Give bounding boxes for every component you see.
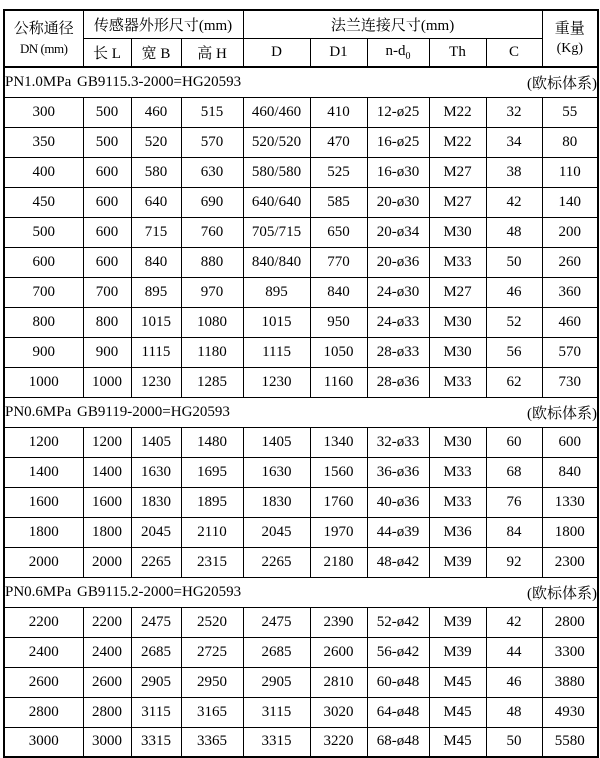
cell-col-7: M30	[429, 307, 486, 337]
cell-col-8: 92	[486, 547, 542, 577]
cell-col-7: M45	[429, 667, 486, 697]
data-row	[4, 547, 598, 577]
col-header-d1: D1	[310, 39, 367, 68]
cell-col-0: 3000	[4, 727, 83, 757]
cell-col-1: 1800	[83, 517, 131, 547]
cell-col-7: M45	[429, 697, 486, 727]
cell-col-8: 46	[486, 277, 542, 307]
cell-col-3: 630	[181, 157, 243, 187]
cell-col-8: 42	[486, 187, 542, 217]
cell-col-3: 760	[181, 217, 243, 247]
cell-col-2: 2045	[131, 517, 181, 547]
cell-col-6: 24-ø30	[367, 277, 429, 307]
cell-col-1: 800	[83, 307, 131, 337]
data-row	[4, 187, 598, 217]
cell-col-1: 2000	[83, 547, 131, 577]
col-header-nominal-diameter	[4, 10, 83, 67]
cell-col-1: 1000	[83, 367, 131, 397]
spec-table-frame	[3, 9, 599, 758]
cell-col-8: 84	[486, 517, 542, 547]
cell-col-7: M39	[429, 547, 486, 577]
dimension-spec-table	[3, 9, 599, 758]
cell-col-4: 705/715	[243, 217, 310, 247]
cell-col-4: 1830	[243, 487, 310, 517]
cell-col-1: 700	[83, 277, 131, 307]
cell-col-2: 640	[131, 187, 181, 217]
col-header-weight	[542, 10, 598, 67]
data-row	[4, 427, 598, 457]
cell-col-5: 410	[310, 97, 367, 127]
cell-col-6: 52-ø42	[367, 607, 429, 637]
section-header-cell	[4, 397, 598, 427]
cell-col-5: 840	[310, 277, 367, 307]
cell-col-6: 28-ø36	[367, 367, 429, 397]
cell-col-9: 570	[542, 337, 598, 367]
cell-col-7: M27	[429, 157, 486, 187]
cell-col-3: 2725	[181, 637, 243, 667]
standard-system-note: (欧标体系)	[527, 405, 598, 422]
cell-col-5: 585	[310, 187, 367, 217]
cell-col-6: 16-ø30	[367, 157, 429, 187]
pressure-rating-label: PN0.6MPa	[5, 583, 72, 600]
cell-col-9: 55	[542, 97, 598, 127]
cell-col-6: 20-ø34	[367, 217, 429, 247]
cell-col-5: 3220	[310, 727, 367, 757]
cell-col-8: 32	[486, 97, 542, 127]
cell-col-1: 2800	[83, 697, 131, 727]
cell-col-8: 50	[486, 247, 542, 277]
cell-col-7: M27	[429, 277, 486, 307]
cell-col-2: 1230	[131, 367, 181, 397]
cell-col-1: 500	[83, 127, 131, 157]
cell-col-4: 1230	[243, 367, 310, 397]
cell-col-5: 1760	[310, 487, 367, 517]
cell-col-8: 62	[486, 367, 542, 397]
section-header-cell	[4, 67, 598, 97]
cell-col-5: 525	[310, 157, 367, 187]
cell-col-9: 730	[542, 367, 598, 397]
cell-col-6: 16-ø25	[367, 127, 429, 157]
cell-col-0: 450	[4, 187, 83, 217]
cell-col-3: 880	[181, 247, 243, 277]
data-row	[4, 517, 598, 547]
cell-col-2: 3315	[131, 727, 181, 757]
cell-col-9: 200	[542, 217, 598, 247]
cell-col-0: 1000	[4, 367, 83, 397]
cell-col-2: 2265	[131, 547, 181, 577]
cell-col-9: 110	[542, 157, 598, 187]
cell-col-4: 1115	[243, 337, 310, 367]
weight-unit: (Kg)	[556, 41, 584, 57]
cell-col-4: 2265	[243, 547, 310, 577]
cell-col-0: 500	[4, 217, 83, 247]
cell-col-8: 44	[486, 637, 542, 667]
cell-col-1: 600	[83, 247, 131, 277]
cell-col-0: 2200	[4, 607, 83, 637]
header-group-row	[4, 10, 598, 39]
cell-col-4: 895	[243, 277, 310, 307]
cell-col-4: 520/520	[243, 127, 310, 157]
cell-col-1: 2200	[83, 607, 131, 637]
cell-col-2: 1115	[131, 337, 181, 367]
cell-col-0: 2400	[4, 637, 83, 667]
section-header-row	[4, 577, 598, 607]
cell-col-5: 1050	[310, 337, 367, 367]
header-sub-row	[4, 39, 598, 68]
cell-col-2: 1830	[131, 487, 181, 517]
cell-col-4: 1630	[243, 457, 310, 487]
cell-col-6: 44-ø39	[367, 517, 429, 547]
cell-col-3: 3365	[181, 727, 243, 757]
cell-col-0: 1800	[4, 517, 83, 547]
cell-col-0: 400	[4, 157, 83, 187]
cell-col-3: 1080	[181, 307, 243, 337]
standard-code-label: GB9119-2000=HG20593	[77, 403, 230, 420]
cell-col-1: 600	[83, 157, 131, 187]
cell-col-3: 570	[181, 127, 243, 157]
cell-col-9: 2300	[542, 547, 598, 577]
cell-col-0: 1200	[4, 427, 83, 457]
cell-col-8: 56	[486, 337, 542, 367]
cell-col-1: 2600	[83, 667, 131, 697]
cell-col-5: 3020	[310, 697, 367, 727]
cell-col-3: 1285	[181, 367, 243, 397]
col-header-length: 长 L	[83, 39, 131, 68]
cell-col-3: 2110	[181, 517, 243, 547]
cell-col-6: 20-ø30	[367, 187, 429, 217]
col-header-d: D	[243, 39, 310, 68]
cell-col-2: 2475	[131, 607, 181, 637]
cell-col-7: M30	[429, 337, 486, 367]
cell-col-0: 2000	[4, 547, 83, 577]
cell-col-1: 3000	[83, 727, 131, 757]
cell-col-7: M39	[429, 607, 486, 637]
data-row	[4, 637, 598, 667]
col-header-th: Th	[429, 39, 486, 68]
cell-col-1: 600	[83, 187, 131, 217]
table-body	[4, 67, 598, 757]
cell-col-8: 46	[486, 667, 542, 697]
cell-col-9: 360	[542, 277, 598, 307]
cell-col-8: 52	[486, 307, 542, 337]
cell-col-0: 2800	[4, 697, 83, 727]
cell-col-6: 60-ø48	[367, 667, 429, 697]
pressure-rating-label: PN1.0MPa	[5, 73, 72, 90]
pressure-rating-label: PN0.6MPa	[5, 403, 72, 420]
cell-col-8: 42	[486, 607, 542, 637]
standard-system-note: (欧标体系)	[527, 585, 598, 602]
cell-col-3: 1695	[181, 457, 243, 487]
cell-col-6: 64-ø48	[367, 697, 429, 727]
cell-col-3: 1895	[181, 487, 243, 517]
standard-code-label: GB9115.3-2000=HG20593	[77, 73, 242, 90]
data-row	[4, 157, 598, 187]
cell-col-7: M27	[429, 187, 486, 217]
cell-col-0: 2600	[4, 667, 83, 697]
cell-col-1: 1200	[83, 427, 131, 457]
section-header-row	[4, 67, 598, 97]
data-row	[4, 457, 598, 487]
cell-col-5: 2810	[310, 667, 367, 697]
cell-col-2: 715	[131, 217, 181, 247]
cell-col-3: 970	[181, 277, 243, 307]
cell-col-6: 48-ø42	[367, 547, 429, 577]
cell-col-2: 840	[131, 247, 181, 277]
cell-col-5: 770	[310, 247, 367, 277]
cell-col-8: 38	[486, 157, 542, 187]
cell-col-8: 76	[486, 487, 542, 517]
cell-col-1: 1400	[83, 457, 131, 487]
cell-col-4: 2905	[243, 667, 310, 697]
cell-col-9: 5580	[542, 727, 598, 757]
cell-col-3: 515	[181, 97, 243, 127]
cell-col-4: 640/640	[243, 187, 310, 217]
cell-col-7: M33	[429, 367, 486, 397]
cell-col-9: 1330	[542, 487, 598, 517]
cell-col-6: 24-ø33	[367, 307, 429, 337]
data-row	[4, 127, 598, 157]
cell-col-4: 3115	[243, 697, 310, 727]
cell-col-3: 3165	[181, 697, 243, 727]
data-row	[4, 697, 598, 727]
col-group-flange-dimensions: 法兰连接尺寸(mm)	[243, 10, 542, 39]
cell-col-2: 460	[131, 97, 181, 127]
cell-col-8: 34	[486, 127, 542, 157]
cell-col-3: 2520	[181, 607, 243, 637]
cell-col-7: M45	[429, 727, 486, 757]
cell-col-9: 1800	[542, 517, 598, 547]
cell-col-4: 3315	[243, 727, 310, 757]
standard-system-note: (欧标体系)	[527, 75, 598, 92]
cell-col-5: 2180	[310, 547, 367, 577]
cell-col-1: 500	[83, 97, 131, 127]
table-header	[4, 10, 598, 67]
cell-col-8: 48	[486, 217, 542, 247]
cell-col-2: 1405	[131, 427, 181, 457]
col-group-sensor-dimensions: 传感器外形尺寸(mm)	[83, 10, 243, 39]
cell-col-7: M33	[429, 247, 486, 277]
cell-col-5: 1970	[310, 517, 367, 547]
cell-col-8: 68	[486, 457, 542, 487]
cell-col-4: 460/460	[243, 97, 310, 127]
cell-col-4: 580/580	[243, 157, 310, 187]
cell-col-0: 700	[4, 277, 83, 307]
data-row	[4, 217, 598, 247]
data-row	[4, 337, 598, 367]
col-header-height: 高 H	[181, 39, 243, 68]
cell-col-3: 1180	[181, 337, 243, 367]
cell-col-2: 3115	[131, 697, 181, 727]
data-row	[4, 367, 598, 397]
cell-col-5: 650	[310, 217, 367, 247]
cell-col-1: 1600	[83, 487, 131, 517]
nominal-diameter-unit: DN (mm)	[20, 40, 68, 56]
cell-col-7: M33	[429, 487, 486, 517]
cell-col-7: M33	[429, 457, 486, 487]
cell-col-2: 895	[131, 277, 181, 307]
cell-col-6: 36-ø36	[367, 457, 429, 487]
cell-col-2: 520	[131, 127, 181, 157]
cell-col-4: 2685	[243, 637, 310, 667]
cell-col-3: 2950	[181, 667, 243, 697]
col-header-width: 宽 B	[131, 39, 181, 68]
cell-col-3: 690	[181, 187, 243, 217]
cell-col-0: 800	[4, 307, 83, 337]
cell-col-6: 12-ø25	[367, 97, 429, 127]
cell-col-6: 28-ø33	[367, 337, 429, 367]
cell-col-2: 2905	[131, 667, 181, 697]
weight-label: 重量	[554, 20, 585, 37]
col-header-c: C	[486, 39, 542, 68]
cell-col-7: M22	[429, 127, 486, 157]
cell-col-5: 950	[310, 307, 367, 337]
cell-col-7: M30	[429, 427, 486, 457]
cell-col-9: 3300	[542, 637, 598, 667]
standard-code-label: GB9115.2-2000=HG20593	[77, 583, 242, 600]
cell-col-9: 3880	[542, 667, 598, 697]
cell-col-6: 56-ø42	[367, 637, 429, 667]
cell-col-9: 2800	[542, 607, 598, 637]
cell-col-1: 900	[83, 337, 131, 367]
cell-col-0: 350	[4, 127, 83, 157]
cell-col-5: 470	[310, 127, 367, 157]
cell-col-4: 2475	[243, 607, 310, 637]
cell-col-0: 1600	[4, 487, 83, 517]
cell-col-3: 1480	[181, 427, 243, 457]
cell-col-8: 50	[486, 727, 542, 757]
data-row	[4, 247, 598, 277]
cell-col-6: 68-ø48	[367, 727, 429, 757]
cell-col-0: 600	[4, 247, 83, 277]
cell-col-9: 80	[542, 127, 598, 157]
cell-col-6: 20-ø36	[367, 247, 429, 277]
cell-col-8: 60	[486, 427, 542, 457]
cell-col-2: 2685	[131, 637, 181, 667]
cell-col-9: 840	[542, 457, 598, 487]
cell-col-9: 260	[542, 247, 598, 277]
section-header-row	[4, 397, 598, 427]
data-row	[4, 307, 598, 337]
cell-col-5: 1160	[310, 367, 367, 397]
cell-col-8: 48	[486, 697, 542, 727]
cell-col-0: 900	[4, 337, 83, 367]
cell-col-9: 460	[542, 307, 598, 337]
cell-col-5: 1340	[310, 427, 367, 457]
cell-col-5: 2600	[310, 637, 367, 667]
cell-col-4: 1405	[243, 427, 310, 457]
cell-col-2: 1630	[131, 457, 181, 487]
cell-col-9: 4930	[542, 697, 598, 727]
cell-col-6: 32-ø33	[367, 427, 429, 457]
cell-col-9: 600	[542, 427, 598, 457]
data-row	[4, 727, 598, 757]
cell-col-5: 1560	[310, 457, 367, 487]
cell-col-2: 1015	[131, 307, 181, 337]
cell-col-4: 840/840	[243, 247, 310, 277]
cell-col-3: 2315	[181, 547, 243, 577]
cell-col-1: 600	[83, 217, 131, 247]
cell-col-4: 1015	[243, 307, 310, 337]
nominal-diameter-label: 公称通径	[13, 21, 74, 38]
cell-col-7: M22	[429, 97, 486, 127]
cell-col-7: M30	[429, 217, 486, 247]
cell-col-1: 2400	[83, 637, 131, 667]
data-row	[4, 487, 598, 517]
cell-col-2: 580	[131, 157, 181, 187]
cell-col-0: 1400	[4, 457, 83, 487]
cell-col-9: 140	[542, 187, 598, 217]
cell-col-7: M36	[429, 517, 486, 547]
section-header-cell	[4, 577, 598, 607]
cell-col-0: 300	[4, 97, 83, 127]
data-row	[4, 277, 598, 307]
data-row	[4, 607, 598, 637]
col-header-n-d0: $n-d_0$	[367, 39, 429, 68]
cell-col-6: 40-ø36	[367, 487, 429, 517]
data-row	[4, 667, 598, 697]
data-row	[4, 97, 598, 127]
cell-col-5: 2390	[310, 607, 367, 637]
cell-col-7: M39	[429, 637, 486, 667]
cell-col-4: 2045	[243, 517, 310, 547]
